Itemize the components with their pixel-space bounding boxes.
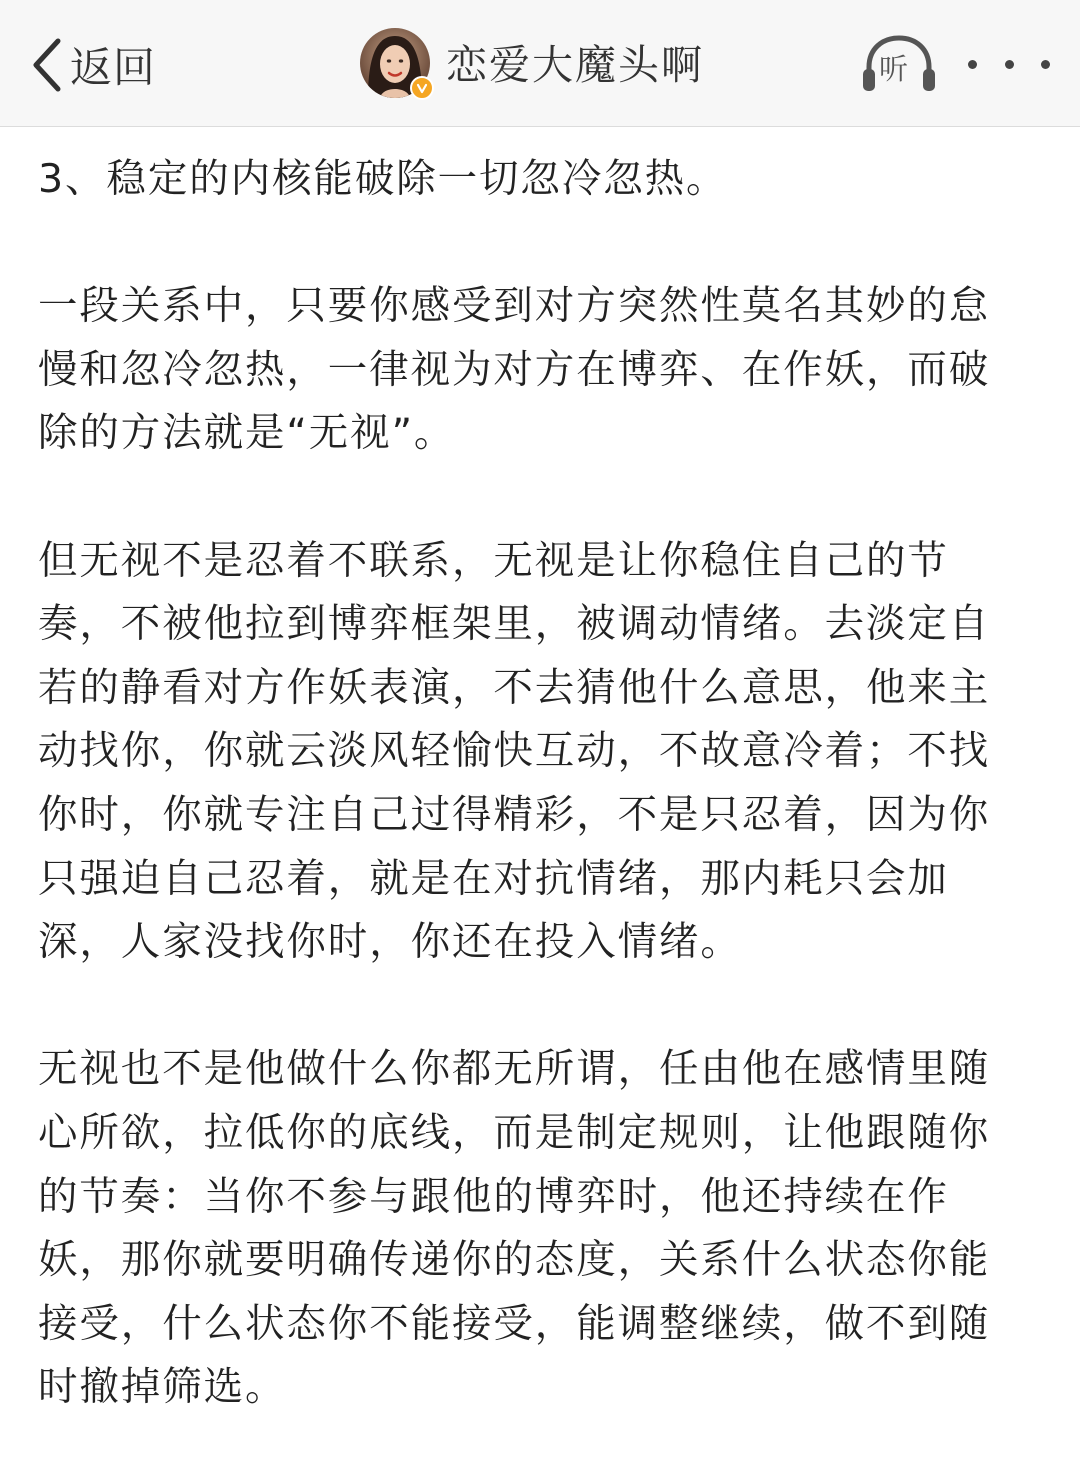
more-dots-icon: [1041, 60, 1050, 69]
listen-label: 听: [879, 52, 909, 86]
paragraph-spacer: [38, 212, 1018, 276]
more-dots-icon: [1005, 60, 1014, 69]
more-button[interactable]: [968, 48, 1050, 80]
avatar[interactable]: [360, 28, 430, 98]
article-paragraph: 3、稳定的内核能破除一切忽冷忽热。: [38, 156, 728, 202]
article-body: [38, 148, 1018, 1420]
chevron-left-icon: [28, 35, 64, 95]
more-dots-icon: [968, 60, 977, 69]
navigation-bar: [0, 0, 1080, 127]
article-paragraph: 一段关系中，只要你感受到对方突然性莫名其妙的怠慢和忽冷忽热，一律视为对方在博弈、在作妖，而破除的方法就是“无视”。: [38, 283, 991, 457]
page-title: 恋爱大魔头啊: [446, 41, 704, 89]
back-button[interactable]: [28, 30, 156, 100]
paragraph-spacer: [38, 466, 1018, 530]
article-paragraph: 无视也不是他做什么你都无所谓，任由他在感情里随心所欲，拉低你的底线，而是制定规则，让他跟随你的节奏：当你不参与跟他的博弈时，他还持续在作妖，那你就要明确传递你的态度，关系什么状态你能接受，什么状态你不能接受，能调整继续，做不到随时撤掉筛选。: [38, 1046, 991, 1411]
paragraph-spacer: [38, 975, 1018, 1039]
listen-button[interactable]: [860, 33, 938, 95]
back-label: 返回: [70, 43, 157, 92]
verified-badge-icon: [410, 76, 434, 100]
article-paragraph: 但无视不是忍着不联系，无视是让你稳住自己的节奏，不被他拉到博弈框架里，被调动情绪。去淡定自若的静看对方作妖表演，不去猜他什么意思，他来主动找你，你就云淡风轻愉快互动，不故意冷着；不找你时，你就专注自己过得精彩，不是只忍着，因为你只强迫自己忍着，就是在对抗情绪，那内耗只会加深，人家没找你时，你还在投入情绪。: [38, 537, 991, 966]
